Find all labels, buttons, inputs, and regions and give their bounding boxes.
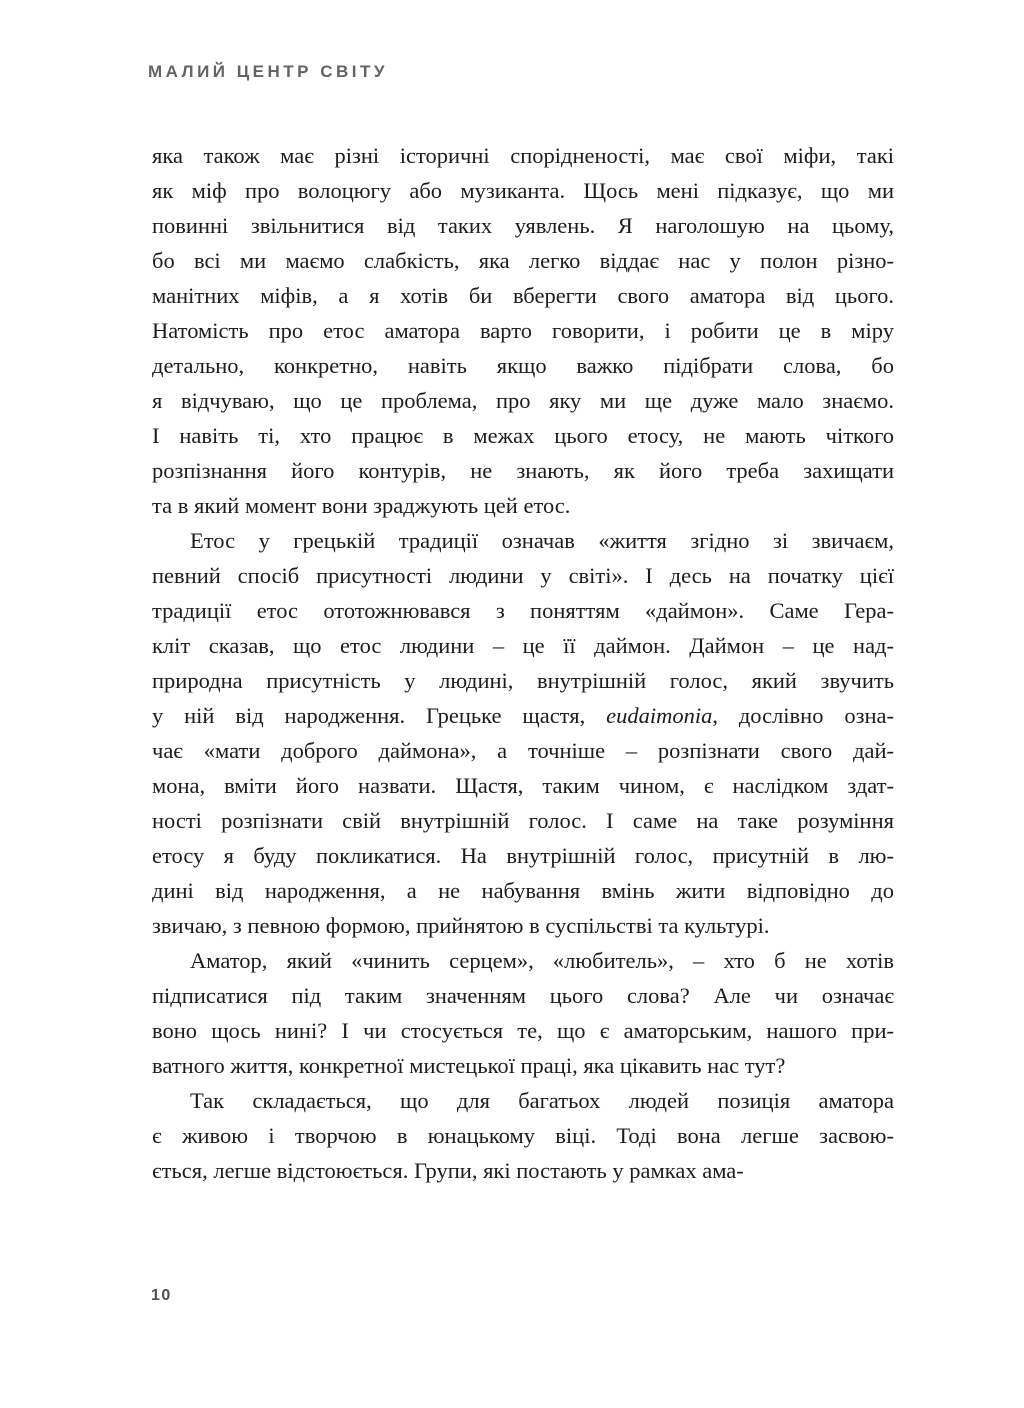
text-line: манітних міфів, а я хотів би вберегти свого аматора від цього. bbox=[152, 283, 894, 308]
text-line: ватного життя, конкретної мистецької праці, яка цікавить нас тут? bbox=[152, 1053, 786, 1078]
running-header: МАЛИЙ ЦЕНТР СВІТУ bbox=[148, 62, 388, 81]
text-line: повинні звільнитися від таких уявлень. Я наголошую на цьому, bbox=[152, 213, 894, 238]
text-line: І навіть ті, хто працює в межах цього етосу, не мають чіткого bbox=[152, 423, 894, 448]
text-line: розпізнання його контурів, не знають, як його треба захищати bbox=[152, 458, 894, 483]
text-line: яка також має різні історичні спорідненості, має свої міфи, такі bbox=[152, 143, 894, 168]
text-line: ється, легше відстоюється. Групи, які постають у рамках ама- bbox=[152, 1158, 744, 1183]
text-line: кліт сказав, що етос людини – це її даймон. Даймон – це над- bbox=[152, 633, 894, 658]
page-number: 10 bbox=[151, 1287, 172, 1304]
text-line: у ній від народження. Грецьке щастя, eudaimonia, дослівно озна- bbox=[152, 703, 894, 728]
text-line: є живою і творчою в юнацькому віці. Тоді вона легше засвою- bbox=[152, 1123, 894, 1148]
text-line: чає «мати доброго даймона», а точніше – розпізнати свого дай- bbox=[152, 738, 894, 763]
text-line: традиції етос ототожнювався з поняттям «даймон». Саме Гера- bbox=[152, 598, 894, 623]
paragraph bbox=[152, 523, 894, 943]
text-line: воно щось нині? І чи стосується те, що є аматорським, нашого при- bbox=[152, 1018, 894, 1043]
text-line: етосу я буду покликатися. На внутрішній голос, присутній в лю- bbox=[152, 843, 894, 868]
paragraph bbox=[152, 943, 894, 1083]
text-line: як міф про волоцюгу або музиканта. Щось мені підказує, що ми bbox=[152, 178, 894, 203]
text-line: детально, конкретно, навіть якщо важко підібрати слова, бо bbox=[152, 353, 894, 378]
text-body bbox=[152, 138, 894, 1188]
text-line: мона, вміти його назвати. Щастя, таким чином, є наслідком здат- bbox=[152, 773, 894, 798]
text-line: Так складається, що для багатьох людей позиція аматора bbox=[190, 1088, 894, 1113]
text-line: ності розпізнати свій внутрішній голос. І саме на таке розуміння bbox=[152, 808, 894, 833]
text-line: дині від народження, а не набування вмінь жити відповідно до bbox=[152, 878, 894, 903]
text-line: Натомість про етос аматора варто говорити, і робити це в міру bbox=[152, 318, 894, 343]
paragraph bbox=[152, 1083, 894, 1188]
text-line: я відчуваю, що це проблема, про яку ми ще дуже мало знаємо. bbox=[152, 388, 894, 413]
text-line: Аматор, який «чинить серцем», «любитель», – хто б не хотів bbox=[190, 948, 894, 973]
text-line: підписатися під таким значенням цього слова? Але чи означає bbox=[152, 983, 894, 1008]
text-line: певний спосіб присутності людини у світі». І десь на початку цієї bbox=[152, 563, 894, 588]
paragraph bbox=[152, 138, 894, 523]
text-line: бо всі ми маємо слабкість, яка легко віддає нас у полон різно- bbox=[152, 248, 894, 273]
text-line: Етос у грецькій традиції означав «життя згідно зі звичаєм, bbox=[190, 528, 894, 553]
text-line: природна присутність у людині, внутрішній голос, який звучить bbox=[152, 668, 894, 693]
text-line: звичаю, з певною формою, прийнятою в суспільстві та культурі. bbox=[152, 913, 770, 938]
text-line: та в який момент вони зраджують цей етос. bbox=[152, 493, 571, 518]
